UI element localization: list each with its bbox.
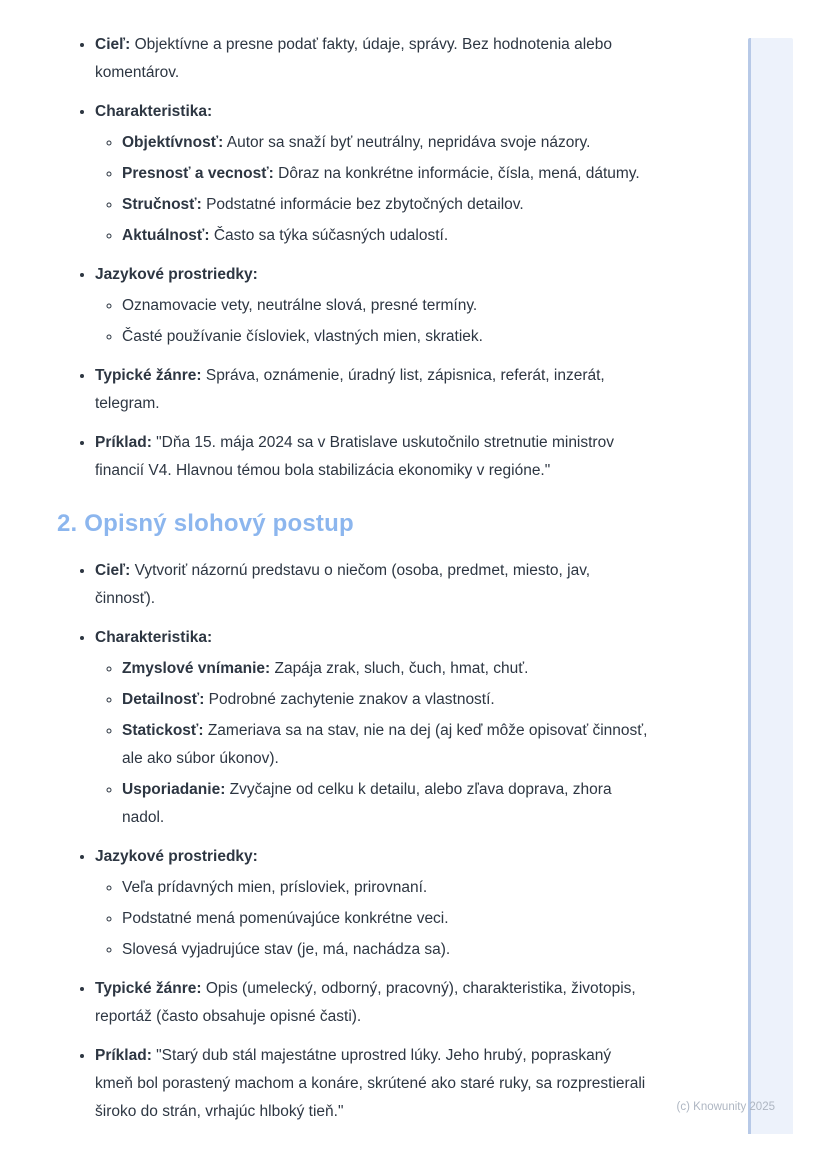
item-line: ◦ Usporiadanie: Zvyčajne od celku k detailu, alebo zľava doprava, zhora nadol. bbox=[122, 781, 612, 826]
item-line: • Cieľ: Vytvoriť názornú predstavu o niečom (osoba, predmet, miesto, jav, činnosť). bbox=[95, 562, 591, 607]
sub-bullet-list bbox=[95, 655, 649, 832]
bullet-list bbox=[57, 31, 649, 485]
item-line bbox=[95, 624, 649, 652]
item-label: Príklad: bbox=[95, 434, 152, 451]
item-line: ◦ Objektívnosť: Autor sa snaží byť neutrálny, nepridáva svoje názory. bbox=[122, 134, 591, 151]
item-line: ◦ Podstatné mená pomenúvajúce konkrétne veci. bbox=[122, 910, 449, 927]
item-line: ◦ Presnosť a vecnosť: Dôraz na konkrétne informácie, čísla, mená, dátumy. bbox=[122, 165, 640, 182]
item-label: Usporiadanie: bbox=[122, 781, 226, 798]
item-line: • Typické žánre: Správa, oznámenie, úradný list, zápisnica, referát, inzerát, telegram. bbox=[95, 367, 605, 412]
sub-bullet-list bbox=[95, 874, 649, 964]
item-label: Objektívnosť: bbox=[122, 134, 224, 151]
list-item bbox=[95, 98, 649, 250]
item-line: ◦ Detailnosť: Podrobné zachytenie znakov a vlastností. bbox=[122, 691, 495, 708]
sub-list-item bbox=[122, 686, 649, 714]
sub-bullet-list bbox=[95, 292, 649, 351]
item-label: Detailnosť: bbox=[122, 691, 205, 708]
item-label: Cieľ: bbox=[95, 36, 131, 53]
item-line: • Typické žánre: Opis (umelecký, odborný, pracovný), charakteristika, životopis, reportáž (často obsahuje opisné časti). bbox=[95, 980, 636, 1025]
document-content bbox=[57, 31, 649, 1126]
item-label: Jazykové prostriedky: bbox=[95, 266, 258, 283]
item-line: • Cieľ: Objektívne a presne podať fakty, údaje, správy. Bez hodnotenia alebo komentárov. bbox=[95, 36, 613, 81]
list-item bbox=[95, 975, 649, 1031]
sub-list-item bbox=[122, 776, 649, 832]
sub-list-item bbox=[122, 323, 649, 351]
list-item bbox=[95, 362, 649, 418]
item-line: ◦ Veľa prídavných mien, prísloviek, prirovnaní. bbox=[122, 879, 428, 896]
item-label: Príklad: bbox=[95, 1047, 152, 1064]
next-page-edge bbox=[748, 38, 793, 1134]
sub-list-item bbox=[122, 717, 649, 773]
bullet-list bbox=[57, 557, 649, 1126]
sub-list-item bbox=[122, 191, 649, 219]
item-label: Statickosť: bbox=[122, 722, 204, 739]
item-line: • Príklad: "Dňa 15. mája 2024 sa v Bratislave uskutočnilo stretnutie ministrov financií V4. Hlavnou témou bola stabilizácia ekonomiky v regióne." bbox=[95, 434, 614, 479]
item-label: Typické žánre: bbox=[95, 367, 202, 384]
item-line: ◦ Aktuálnosť: Často sa týka súčasných udalostí. bbox=[122, 227, 449, 244]
item-label: Charakteristika: bbox=[95, 103, 213, 120]
list-item bbox=[95, 1042, 649, 1126]
list-item bbox=[95, 843, 649, 964]
item-label: Typické žánre: bbox=[95, 980, 202, 997]
sub-bullet-list bbox=[95, 129, 649, 250]
section-2 bbox=[57, 507, 649, 1126]
section-heading: 2. Opisný slohový postup bbox=[57, 510, 354, 537]
sub-list-item bbox=[122, 936, 649, 964]
item-label: Stručnosť: bbox=[122, 196, 202, 213]
item-label: Charakteristika: bbox=[95, 629, 213, 646]
item-label: Zmyslové vnímanie: bbox=[122, 660, 271, 677]
sub-list-item bbox=[122, 222, 649, 250]
item-line bbox=[95, 843, 649, 871]
item-line bbox=[95, 261, 649, 289]
sub-list-item bbox=[122, 129, 649, 157]
section-1 bbox=[57, 31, 649, 485]
copyright-footer: (c) Knowunity 2025 bbox=[676, 1101, 775, 1113]
item-line: ◦ Statickosť: Zameriava sa na stav, nie na dej (aj keď môže opisovať činnosť, ale ako súbor úkonov). bbox=[122, 722, 648, 767]
item-line: ◦ Oznamovacie vety, neutrálne slová, presné termíny. bbox=[122, 297, 478, 314]
item-label: Presnosť a vecnosť: bbox=[122, 165, 274, 182]
sub-list-item bbox=[122, 160, 649, 188]
item-line: • Príklad: "Starý dub stál majestátne uprostred lúky. Jeho hrubý, popraskaný kmeň bol porastený machom a konáre, skrútené ako staré ruky, sa rozprestierali široko do strán, vrhajúc hlboký tieň." bbox=[95, 1047, 646, 1120]
item-line: ◦ Slovesá vyjadrujúce stav (je, má, nachádza sa). bbox=[122, 941, 451, 958]
list-item bbox=[95, 557, 649, 613]
item-label: Aktuálnosť: bbox=[122, 227, 210, 244]
item-label: Jazykové prostriedky: bbox=[95, 848, 258, 865]
item-line: ◦ Stručnosť: Podstatné informácie bez zbytočných detailov. bbox=[122, 196, 524, 213]
item-line: ◦ Časté používanie čísloviek, vlastných mien, skratiek. bbox=[122, 328, 483, 345]
list-item bbox=[95, 261, 649, 351]
list-item bbox=[95, 31, 649, 87]
list-item bbox=[95, 624, 649, 832]
sub-list-item bbox=[122, 905, 649, 933]
item-line bbox=[95, 98, 649, 126]
sub-list-item bbox=[122, 655, 649, 683]
item-label: Cieľ: bbox=[95, 562, 131, 579]
item-line: ◦ Zmyslové vnímanie: Zapája zrak, sluch, čuch, hmat, chuť. bbox=[122, 660, 529, 677]
list-item bbox=[95, 429, 649, 485]
sub-list-item bbox=[122, 292, 649, 320]
sub-list-item bbox=[122, 874, 649, 902]
